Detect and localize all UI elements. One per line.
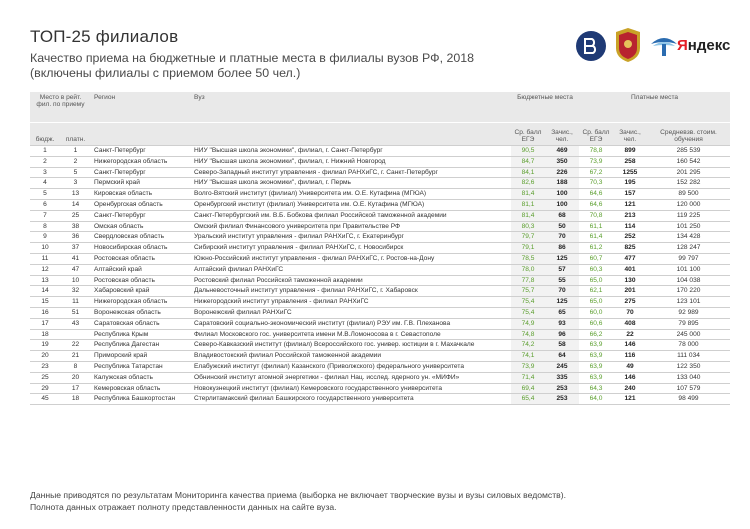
cell-paid-score: 63,9 <box>579 340 613 351</box>
cell-region: Пермский край <box>91 178 191 189</box>
cell-paid-cost: 285 539 <box>647 146 730 157</box>
cell-paid-score: 64,6 <box>579 189 613 200</box>
cell-region: Республика Башкортостан <box>91 394 191 405</box>
cell-paid-cost: 201 295 <box>647 167 730 178</box>
cell-paid-cost: 99 797 <box>647 253 730 264</box>
cell-rank-paid: 25 <box>60 210 91 221</box>
cell-rank-paid: 11 <box>60 297 91 308</box>
cell-paid-cost: 134 428 <box>647 232 730 243</box>
cell-rank-paid: 32 <box>60 286 91 297</box>
table-row <box>30 318 730 329</box>
cell-rank-paid: 37 <box>60 243 91 254</box>
cell-budget-score: 75,7 <box>511 286 545 297</box>
cell-paid-cost: 101 100 <box>647 264 730 275</box>
cell-budget-count: 96 <box>545 329 579 340</box>
cell-university: Омский филиал Финансового университета при Правительстве РФ <box>191 221 511 232</box>
cell-paid-count: 114 <box>613 221 647 232</box>
cell-paid-score: 60,6 <box>579 318 613 329</box>
cell-budget-score: 79,7 <box>511 232 545 243</box>
cell-university: Новокузнецкий институт (филиал) Кемеровского государственного университета <box>191 383 511 394</box>
table-row <box>30 329 730 340</box>
header-university: Вуз <box>191 92 511 123</box>
cell-rank-budget: 16 <box>30 307 60 318</box>
cell-paid-score: 64,3 <box>579 383 613 394</box>
cell-paid-count: 477 <box>613 253 647 264</box>
cell-paid-cost: 245 000 <box>647 329 730 340</box>
cell-region: Санкт-Петербург <box>91 210 191 221</box>
cell-budget-count: 253 <box>545 383 579 394</box>
cell-paid-score: 78,8 <box>579 146 613 157</box>
header-paid: Платные места <box>579 92 730 123</box>
cell-university: Северо-Западный институт управления - филиал РАНХиГС, г. Санкт-Петербург <box>191 167 511 178</box>
cell-paid-score: 63,9 <box>579 351 613 362</box>
cell-university: Саратовский социально-экономический институт (филиал) РЭУ им. Г.В. Плеханова <box>191 318 511 329</box>
cell-budget-count: 50 <box>545 221 579 232</box>
cell-paid-cost: 107 579 <box>647 383 730 394</box>
cell-budget-count: 70 <box>545 232 579 243</box>
cell-university: НИУ "Высшая школа экономики", филиал, г. Пермь <box>191 178 511 189</box>
cell-region: Кировская область <box>91 189 191 200</box>
cell-region: Кемеровская область <box>91 383 191 394</box>
cell-rank-budget: 8 <box>30 221 60 232</box>
cell-budget-score: 75,4 <box>511 297 545 308</box>
cell-budget-score: 69,4 <box>511 383 545 394</box>
cell-rank-paid: 36 <box>60 232 91 243</box>
cell-paid-cost: 92 989 <box>647 307 730 318</box>
cell-paid-count: 121 <box>613 199 647 210</box>
yandex-logo <box>677 37 730 54</box>
cell-region: Ростовская область <box>91 253 191 264</box>
cell-paid-cost: 89 500 <box>647 189 730 200</box>
cell-rank-budget: 10 <box>30 243 60 254</box>
cell-region: Республика Дагестан <box>91 340 191 351</box>
cell-paid-cost: 101 250 <box>647 221 730 232</box>
cell-rank-paid <box>60 329 91 340</box>
cell-rank-budget: 4 <box>30 178 60 189</box>
cell-university: Сибирский институт управления - филиал РАНХиГС, г. Новосибирск <box>191 243 511 254</box>
footnote-line-1: Данные приводятся по результатам Мониторинга качества приема (выборка не включает творческие вузы и вузы силовых ведомств). <box>30 490 566 500</box>
cell-paid-score: 70,8 <box>579 210 613 221</box>
cell-budget-count: 57 <box>545 264 579 275</box>
cell-rank-paid: 41 <box>60 253 91 264</box>
cell-rank-paid: 17 <box>60 383 91 394</box>
cell-paid-score: 64,6 <box>579 199 613 210</box>
cell-rank-budget: 19 <box>30 340 60 351</box>
cell-university: Стерлитамакский филиал Башкирского государственного университета <box>191 394 511 405</box>
cell-paid-score: 67,2 <box>579 167 613 178</box>
cell-university: Санкт-Петербургский им. В.Б. Бобкова филиал Российской таможенной академии <box>191 210 511 221</box>
cell-budget-score: 79,1 <box>511 243 545 254</box>
table-row <box>30 199 730 210</box>
cell-rank-budget: 45 <box>30 394 60 405</box>
header-budget: Бюджетные места <box>511 92 579 123</box>
cell-rank-paid: 2 <box>60 156 91 167</box>
cell-rank-paid: 43 <box>60 318 91 329</box>
table-row <box>30 307 730 318</box>
cell-university: Алтайский филиал РАНХиГС <box>191 264 511 275</box>
header-empty-uni <box>191 123 511 146</box>
cell-region: Калужская область <box>91 372 191 383</box>
cell-budget-count: 65 <box>545 307 579 318</box>
table-row <box>30 156 730 167</box>
header-paid-cost: Средневзв. стоим. обучения <box>647 123 730 146</box>
cell-budget-score: 78,5 <box>511 253 545 264</box>
cell-university: НИУ "Высшая школа экономики", филиал, г. Санкт-Петербург <box>191 146 511 157</box>
table-row <box>30 221 730 232</box>
cell-budget-score: 81,4 <box>511 189 545 200</box>
header-empty-region <box>91 123 191 146</box>
cell-rank-budget: 11 <box>30 253 60 264</box>
cell-paid-cost: 111 034 <box>647 351 730 362</box>
cell-rank-paid: 21 <box>60 351 91 362</box>
cell-rank-budget: 3 <box>30 167 60 178</box>
cell-paid-score: 64,0 <box>579 394 613 405</box>
cell-rank-budget: 29 <box>30 383 60 394</box>
cell-region: Воронежская область <box>91 307 191 318</box>
cell-budget-score: 65,4 <box>511 394 545 405</box>
cell-region: Приморский край <box>91 351 191 362</box>
cell-budget-count: 188 <box>545 178 579 189</box>
cell-budget-count: 64 <box>545 351 579 362</box>
cell-paid-count: 146 <box>613 340 647 351</box>
header-paid-count: Зачис., чел. <box>613 123 647 146</box>
cell-budget-count: 245 <box>545 361 579 372</box>
cell-university: НИУ "Высшая школа экономики", филиал, г. Нижний Новгород <box>191 156 511 167</box>
hse-logo-icon <box>575 30 607 62</box>
cell-rank-paid: 13 <box>60 189 91 200</box>
cell-rank-paid: 14 <box>60 199 91 210</box>
cell-budget-score: 74,8 <box>511 329 545 340</box>
cell-paid-cost: 122 350 <box>647 361 730 372</box>
cell-region: Республика Крым <box>91 329 191 340</box>
cell-budget-score: 81,1 <box>511 199 545 210</box>
cell-paid-count: 146 <box>613 372 647 383</box>
cell-paid-count: 49 <box>613 361 647 372</box>
cell-budget-count: 335 <box>545 372 579 383</box>
cell-budget-count: 55 <box>545 275 579 286</box>
page-subtitle <box>30 51 590 81</box>
cell-paid-score: 61,4 <box>579 232 613 243</box>
rosobrnadzor-emblem-icon <box>649 30 679 60</box>
cell-region: Республика Татарстан <box>91 361 191 372</box>
cell-budget-count: 226 <box>545 167 579 178</box>
cell-university: Южно-Российский институт управления - филиал РАНХиГС, г. Ростов-на-Дону <box>191 253 511 264</box>
header-rank-paid: платн. <box>60 123 91 146</box>
yandex-logo-first-letter: Я <box>677 37 688 54</box>
cell-rank-paid: 18 <box>60 394 91 405</box>
cell-paid-cost: 119 225 <box>647 210 730 221</box>
cell-university: Дальневосточный институт управления - филиал РАНХиГС, г. Хабаровск <box>191 286 511 297</box>
cell-rank-budget: 13 <box>30 275 60 286</box>
cell-paid-count: 116 <box>613 351 647 362</box>
cell-rank-paid: 38 <box>60 221 91 232</box>
cell-university: Обнинский институт атомной энергетики - филиал Нац. исслед. ядерного ун. «МИФИ» <box>191 372 511 383</box>
cell-paid-score: 70,3 <box>579 178 613 189</box>
cell-budget-count: 100 <box>545 189 579 200</box>
cell-university: Уральский институт управления - филиал РАНХиГС, г. Екатеринбург <box>191 232 511 243</box>
table-row <box>30 178 730 189</box>
cell-rank-paid: 8 <box>60 361 91 372</box>
table-row <box>30 286 730 297</box>
cell-rank-budget: 25 <box>30 372 60 383</box>
cell-paid-count: 213 <box>613 210 647 221</box>
cell-budget-count: 125 <box>545 253 579 264</box>
cell-budget-score: 77,8 <box>511 275 545 286</box>
cell-region: Хабаровский край <box>91 286 191 297</box>
cell-budget-count: 350 <box>545 156 579 167</box>
cell-paid-cost: 128 247 <box>647 243 730 254</box>
cell-budget-score: 71,4 <box>511 372 545 383</box>
cell-university: Оренбургский институт (филиал) Университета им. О.Е. Кутафина (МГЮА) <box>191 199 511 210</box>
cell-budget-score: 75,4 <box>511 307 545 318</box>
cell-budget-score: 74,2 <box>511 340 545 351</box>
table-row <box>30 351 730 362</box>
cell-paid-cost: 152 282 <box>647 178 730 189</box>
cell-rank-paid: 3 <box>60 178 91 189</box>
header-rank-budget: бюдж. <box>30 123 60 146</box>
cell-rank-paid: 47 <box>60 264 91 275</box>
cell-budget-count: 70 <box>545 286 579 297</box>
footnote <box>30 489 566 513</box>
table-row <box>30 383 730 394</box>
cell-budget-score: 78,0 <box>511 264 545 275</box>
cell-budget-score: 80,3 <box>511 221 545 232</box>
cell-paid-cost: 170 220 <box>647 286 730 297</box>
cell-paid-score: 61,2 <box>579 243 613 254</box>
cell-university: Елабужский институт (филиал) Казанского (Приволжского) федерального университета <box>191 361 511 372</box>
cell-paid-count: 899 <box>613 146 647 157</box>
cell-paid-count: 252 <box>613 232 647 243</box>
yandex-logo-rest: ндекс <box>687 37 731 54</box>
cell-rank-paid: 20 <box>60 372 91 383</box>
cell-university: Воронежский филиал РАНХиГС <box>191 307 511 318</box>
table-row <box>30 372 730 383</box>
cell-budget-score: 74,1 <box>511 351 545 362</box>
cell-paid-score: 60,3 <box>579 264 613 275</box>
cell-budget-count: 93 <box>545 318 579 329</box>
subtitle-line-1: Качество приема на бюджетные и платные места в филиалы вузов РФ, 2018 <box>30 51 475 65</box>
table-row <box>30 340 730 351</box>
cell-budget-score: 81,4 <box>511 210 545 221</box>
cell-paid-cost: 160 542 <box>647 156 730 167</box>
cell-budget-count: 125 <box>545 297 579 308</box>
table-row <box>30 297 730 308</box>
cell-university: Нижегородский институт управления - филиал РАНХиГС <box>191 297 511 308</box>
header-budget-score: Ср. балл ЕГЭ <box>511 123 545 146</box>
cell-rank-paid: 51 <box>60 307 91 318</box>
cell-paid-score: 66,2 <box>579 329 613 340</box>
cell-region: Свердловская область <box>91 232 191 243</box>
cell-paid-score: 61,1 <box>579 221 613 232</box>
cell-region: Оренбургская область <box>91 199 191 210</box>
table-row <box>30 232 730 243</box>
cell-region: Алтайский край <box>91 264 191 275</box>
cell-paid-count: 825 <box>613 243 647 254</box>
cell-paid-count: 70 <box>613 307 647 318</box>
cell-budget-count: 100 <box>545 199 579 210</box>
minobrnauki-emblem-icon <box>613 26 643 64</box>
cell-region: Новосибирская область <box>91 243 191 254</box>
cell-region: Санкт-Петербург <box>91 146 191 157</box>
cell-paid-count: 121 <box>613 394 647 405</box>
cell-paid-count: 258 <box>613 156 647 167</box>
header-budget-count: Зачис., чел. <box>545 123 579 146</box>
cell-paid-score: 73,9 <box>579 156 613 167</box>
cell-paid-score: 60,7 <box>579 253 613 264</box>
table-row <box>30 361 730 372</box>
cell-rank-budget: 20 <box>30 351 60 362</box>
cell-budget-score: 84,7 <box>511 156 545 167</box>
cell-paid-score: 65,0 <box>579 275 613 286</box>
subtitle-line-2: (включены филиалы с приемом более 50 чел.) <box>30 66 301 80</box>
cell-budget-score: 74,9 <box>511 318 545 329</box>
cell-budget-score: 90,5 <box>511 146 545 157</box>
cell-budget-score: 73,9 <box>511 361 545 372</box>
cell-paid-cost: 133 040 <box>647 372 730 383</box>
cell-rank-budget: 5 <box>30 189 60 200</box>
cell-rank-budget: 23 <box>30 361 60 372</box>
header-paid-score: Ср. балл ЕГЭ <box>579 123 613 146</box>
cell-paid-count: 201 <box>613 286 647 297</box>
cell-paid-score: 63,9 <box>579 372 613 383</box>
cell-paid-cost: 120 000 <box>647 199 730 210</box>
cell-paid-cost: 78 000 <box>647 340 730 351</box>
cell-paid-count: 22 <box>613 329 647 340</box>
table-row <box>30 394 730 405</box>
cell-university: Владивостокский филиал Российской таможенной академии <box>191 351 511 362</box>
cell-university: Филиал Московского гос. университета имени М.В.Ломоносова в г. Севастополе <box>191 329 511 340</box>
cell-paid-count: 195 <box>613 178 647 189</box>
cell-paid-cost: 123 101 <box>647 297 730 308</box>
cell-region: Нижегородская область <box>91 297 191 308</box>
table-row <box>30 253 730 264</box>
cell-university: Ростовский филиал Российской таможенной академии <box>191 275 511 286</box>
cell-rank-paid: 10 <box>60 275 91 286</box>
cell-rank-budget: 17 <box>30 318 60 329</box>
cell-budget-count: 469 <box>545 146 579 157</box>
cell-region: Саратовская область <box>91 318 191 329</box>
cell-rank-paid: 1 <box>60 146 91 157</box>
cell-region: Омская область <box>91 221 191 232</box>
cell-rank-budget: 9 <box>30 232 60 243</box>
ranking-table <box>30 92 730 405</box>
cell-rank-budget: 1 <box>30 146 60 157</box>
cell-paid-count: 157 <box>613 189 647 200</box>
cell-budget-score: 82,6 <box>511 178 545 189</box>
cell-paid-count: 401 <box>613 264 647 275</box>
page-title: ТОП-25 филиалов <box>30 27 179 46</box>
cell-budget-count: 253 <box>545 394 579 405</box>
cell-rank-paid: 22 <box>60 340 91 351</box>
table-row <box>30 189 730 200</box>
cell-paid-count: 275 <box>613 297 647 308</box>
cell-region: Нижегородская область <box>91 156 191 167</box>
cell-budget-count: 58 <box>545 340 579 351</box>
table-row <box>30 243 730 254</box>
table-row <box>30 167 730 178</box>
cell-paid-cost: 79 895 <box>647 318 730 329</box>
cell-region: Ростовская область <box>91 275 191 286</box>
cell-paid-score: 60,0 <box>579 307 613 318</box>
cell-rank-budget: 14 <box>30 286 60 297</box>
table-row <box>30 146 730 157</box>
cell-university: Северо-Кавказский институт (филиал) Всероссийского гос. универ. юстиции в г. Махачкале <box>191 340 511 351</box>
cell-paid-count: 240 <box>613 383 647 394</box>
cell-budget-count: 86 <box>545 243 579 254</box>
cell-rank-budget: 18 <box>30 329 60 340</box>
cell-rank-budget: 7 <box>30 210 60 221</box>
cell-paid-count: 408 <box>613 318 647 329</box>
cell-paid-cost: 104 038 <box>647 275 730 286</box>
cell-rank-budget: 12 <box>30 264 60 275</box>
cell-rank-budget: 2 <box>30 156 60 167</box>
cell-paid-cost: 98 499 <box>647 394 730 405</box>
cell-university: Волго-Вятский институт (филиал) Университета им. О.Е. Кутафина (МГЮА) <box>191 189 511 200</box>
cell-paid-count: 130 <box>613 275 647 286</box>
cell-budget-count: 68 <box>545 210 579 221</box>
cell-paid-score: 62,1 <box>579 286 613 297</box>
table-body <box>30 146 730 405</box>
cell-paid-score: 65,0 <box>579 297 613 308</box>
header-region: Регион <box>91 92 191 123</box>
cell-rank-budget: 15 <box>30 297 60 308</box>
cell-paid-score: 63,9 <box>579 361 613 372</box>
cell-region: Санкт-Петербург <box>91 167 191 178</box>
header-rank: Место в рейт. фил. по приему <box>30 92 91 123</box>
cell-rank-paid: 5 <box>60 167 91 178</box>
table-row <box>30 264 730 275</box>
cell-paid-count: 1255 <box>613 167 647 178</box>
table-row <box>30 275 730 286</box>
cell-rank-budget: 6 <box>30 199 60 210</box>
cell-budget-score: 84,1 <box>511 167 545 178</box>
table-row <box>30 210 730 221</box>
footnote-line-2: Полнота данных отражает полноту представленности данных на сайте вуза. <box>30 502 337 512</box>
